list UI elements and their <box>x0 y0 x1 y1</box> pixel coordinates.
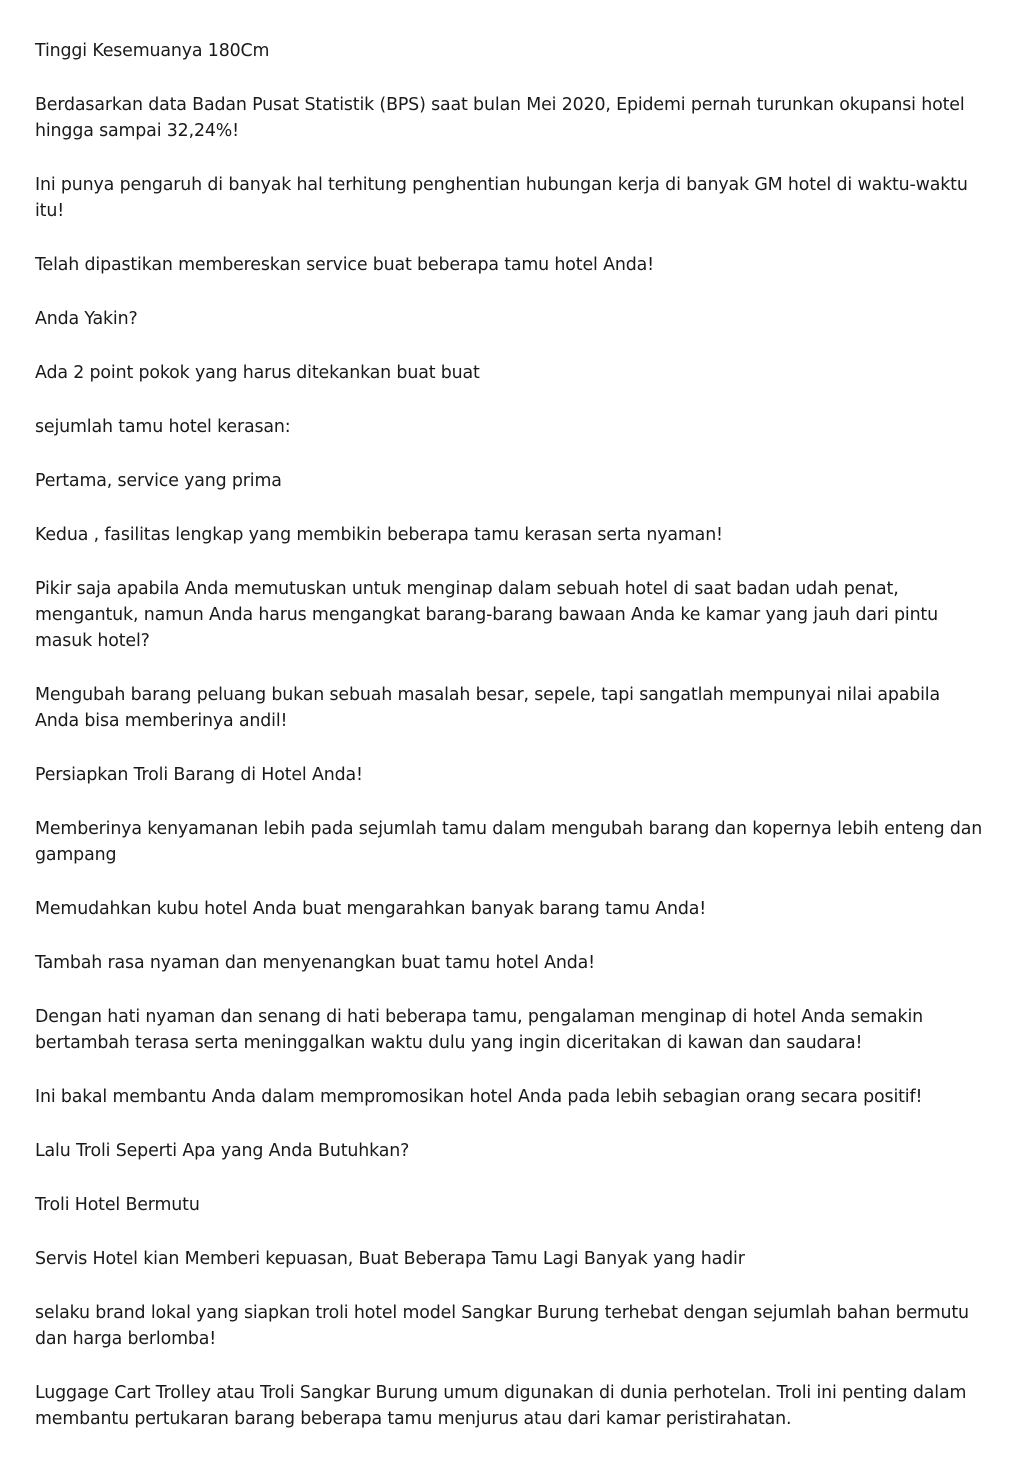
paragraph: Troli Hotel Bermutu <box>35 1195 200 1215</box>
document-body <box>35 38 985 1460</box>
paragraph: Lalu Troli Seperti Apa yang Anda Butuhkan? <box>35 1141 410 1161</box>
paragraph: Berdasarkan data Badan Pusat Statistik (BPS) saat bulan Mei 2020, Epidemi pernah turunkan okupansi hotel hingga sampai 32,24%! <box>35 95 965 141</box>
paragraph: selaku brand lokal yang siapkan troli hotel model Sangkar Burung terhebat dengan sejumlah bahan bermutu dan harga berlomba! <box>35 1303 969 1349</box>
paragraph: Memberinya kenyamanan lebih pada sejumlah tamu dalam mengubah barang dan kopernya lebih enteng dan gampang <box>35 819 983 865</box>
paragraph: Ini bakal membantu Anda dalam mempromosikan hotel Anda pada lebih sebagian orang secara positif! <box>35 1087 923 1107</box>
paragraph: Luggage Cart Trolley atau Troli Sangkar Burung umum digunakan di dunia perhotelan. Troli ini penting dalam membantu pertukaran barang beberapa tamu menjurus atau dari kamar peristirahatan. <box>35 1383 967 1429</box>
paragraph: Dengan hati nyaman dan senang di hati beberapa tamu, pengalaman menginap di hotel Anda semakin bertambah terasa serta meninggalkan waktu dulu yang ingin diceritakan di kawan dan saudara! <box>35 1007 923 1053</box>
paragraph: Tinggi Kesemuanya 180Cm <box>35 41 270 61</box>
paragraph: Servis Hotel kian Memberi kepuasan, Buat Beberapa Tamu Lagi Banyak yang hadir <box>35 1249 745 1269</box>
paragraph: Tambah rasa nyaman dan menyenangkan buat tamu hotel Anda! <box>35 953 595 973</box>
paragraph: Kedua , fasilitas lengkap yang membikin beberapa tamu kerasan serta nyaman! <box>35 525 723 545</box>
paragraph: Memudahkan kubu hotel Anda buat mengarahkan banyak barang tamu Anda! <box>35 899 707 919</box>
paragraph: Telah dipastikan membereskan service buat beberapa tamu hotel Anda! <box>35 255 654 275</box>
paragraph: sejumlah tamu hotel kerasan: <box>35 417 291 437</box>
paragraph: Pertama, service yang prima <box>35 471 282 491</box>
paragraph: Anda Yakin? <box>35 309 138 329</box>
paragraph: Mengubah barang peluang bukan sebuah masalah besar, sepele, tapi sangatlah mempunyai nilai apabila Anda bisa memberinya andil! <box>35 685 940 731</box>
paragraph: Ini punya pengaruh di banyak hal terhitung penghentian hubungan kerja di banyak GM hotel di waktu-waktu itu! <box>35 175 968 221</box>
paragraph: Persiapkan Troli Barang di Hotel Anda! <box>35 765 363 785</box>
paragraph: Ada 2 point pokok yang harus ditekankan buat buat <box>35 363 480 383</box>
paragraph: Pikir saja apabila Anda memutuskan untuk menginap dalam sebuah hotel di saat badan udah penat, mengantuk, namun Anda harus mengangkat barang-barang bawaan Anda ke kamar yang jauh dari pintu masuk hotel? <box>35 579 938 651</box>
